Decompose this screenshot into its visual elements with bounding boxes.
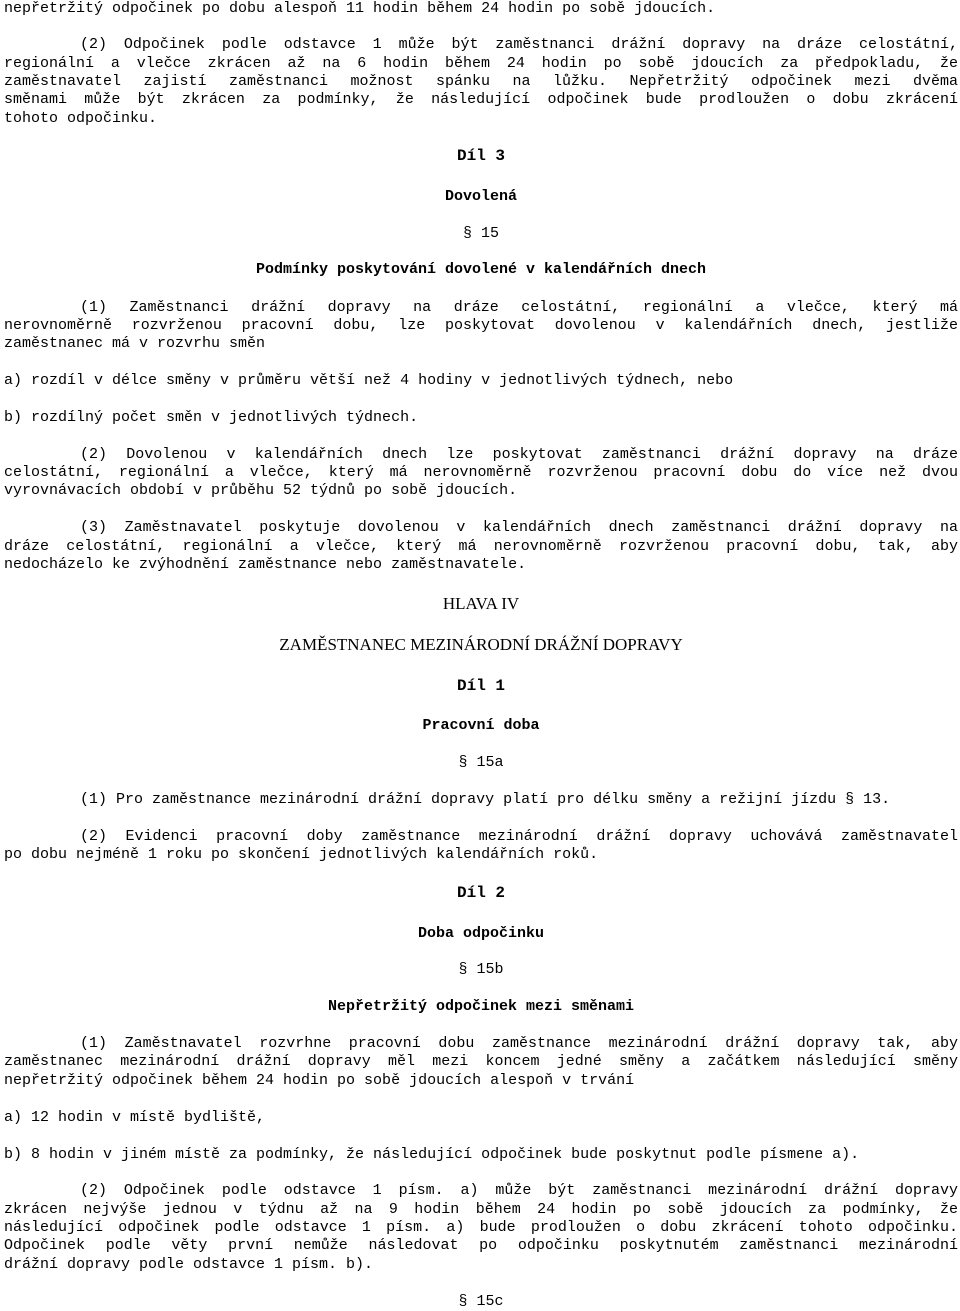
paragraph-line: následující odpočinek podle odstavce 1 písm. a) bude prodloužen o dobu zkrácení tohoto odpočinku. bbox=[4, 1219, 958, 1236]
list-item: b) 8 hodin v jiném místě za podmínky, že následující odpočinek bude poskytnut podle písmene a). bbox=[4, 1146, 860, 1163]
part-heading: Díl 1 bbox=[456, 677, 505, 695]
paragraph-number: § 15b bbox=[458, 961, 504, 978]
paragraph-line: celostátní, regionální a vlečce, který má nerovnoměrně rozvrženou pracovní dobu do více než dvou bbox=[4, 464, 958, 481]
paragraph-line: nedocházelo ke zvýhodnění zaměstnance nebo zaměstnavatele. bbox=[4, 556, 527, 573]
paragraph-number: § 15c bbox=[458, 1293, 504, 1310]
paragraph-line: (2) Evidenci pracovní doby zaměstnance mezinárodní drážní dopravy uchovává zaměstnavatel bbox=[80, 828, 958, 845]
paragraph-number: § 15a bbox=[458, 754, 504, 771]
list-item: b) rozdílný počet směn v jednotlivých týdnech. bbox=[4, 409, 419, 426]
paragraph-line: nerovnoměrně rozvrženou pracovní dobu, lze poskytovat dovolenou v kalendářních dnech, jestliže bbox=[4, 317, 958, 334]
paragraph-number: § 15 bbox=[462, 225, 499, 242]
paragraph-line: zaměstnanec mezinárodní drážní dopravy měl mezi koncem jedné směny a začátkem následující směny bbox=[4, 1053, 958, 1070]
paragraph-line: (2) Odpočinek podle odstavce 1 může být zaměstnanci drážní dopravy na dráze celostátní, bbox=[80, 36, 958, 53]
paragraph-line: zaměstnavatel zajistí zaměstnanci možnost spánku na lůžku. Nepřetržitý odpočinek mezi dvěma bbox=[4, 73, 958, 90]
paragraph-line: tohoto odpočinku. bbox=[4, 110, 158, 127]
paragraph-line: dráze celostátní, regionální a vlečce, který má nerovnoměrně rozvrženou pracovní dobu, tak, aby bbox=[4, 538, 958, 555]
paragraph-line: směnami může být zkrácen za podmínky, že následující odpočinek bude prodloužen o dobu zkrácení bbox=[4, 91, 958, 108]
paragraph-line: (2) Odpočinek podle odstavce 1 písm. a) může být zaměstnanci mezinárodní drážní dopravy bbox=[80, 1182, 958, 1199]
paragraph-line: po dobu nejméně 1 roku po skončení jednotlivých kalendářních roků. bbox=[4, 846, 599, 863]
paragraph-line: regionální a vlečce zkrácen až na 6 hodin během 24 hodin po sobě jdoucích za předpokladu, že bbox=[4, 55, 958, 72]
part-heading: Díl 2 bbox=[456, 884, 505, 902]
text-line: nepřetržitý odpočinek po dobu alespoň 11 hodin během 24 hodin po sobě jdoucích. bbox=[4, 0, 716, 17]
list-item: a) 12 hodin v místě bydliště, bbox=[4, 1109, 266, 1126]
chapter-title: ZAMĚSTNANEC MEZINÁRODNÍ DRÁŽNÍ DOPRAVY bbox=[279, 635, 683, 654]
paragraph-line: (1) Pro zaměstnance mezinárodní drážní dopravy platí pro délku směny a režijní jízdu § 13. bbox=[80, 791, 891, 808]
section-heading: Dovolená bbox=[444, 188, 517, 205]
list-item: a) rozdíl v délce směny v průměru větší než 4 hodiny v jednotlivých týdnech, nebo bbox=[4, 372, 734, 389]
paragraph-line: (3) Zaměstnavatel poskytuje dovolenou v kalendářních dnech zaměstnanci drážní dopravy na bbox=[80, 519, 958, 536]
paragraph-line: zkrácen nejvýše jednou v týdnu až na 9 hodin během 24 hodin po sobě jdoucích za podmínky, že bbox=[4, 1201, 958, 1218]
paragraph-line: vyrovnávacích období v průběhu 52 týdnů po sobě jdoucích. bbox=[4, 482, 518, 499]
paragraph-line: (2) Dovolenou v kalendářních dnech lze poskytovat zaměstnanci drážní dopravy na dráze bbox=[80, 446, 958, 463]
paragraph-line: nepřetržitý odpočinek během 24 hodin po sobě jdoucích alespoň v trvání bbox=[4, 1072, 635, 1089]
paragraph-line: zaměstnanec má v rozvrhu směn bbox=[4, 335, 266, 352]
section-heading: Doba odpočinku bbox=[417, 925, 545, 942]
section-heading: Pracovní doba bbox=[422, 717, 540, 734]
paragraph-title: Podmínky poskytování dovolené v kalendářních dnech bbox=[255, 261, 707, 278]
chapter-heading: HLAVA IV bbox=[442, 594, 520, 613]
paragraph-line: (1) Zaměstnanci drážní dopravy na dráze celostátní, regionální a vlečce, který má bbox=[80, 299, 958, 316]
part-heading: Díl 3 bbox=[456, 147, 505, 165]
paragraph-title: Nepřetržitý odpočinek mezi směnami bbox=[327, 998, 635, 1015]
paragraph-line: drážní dopravy podle odstavce 1 písm. b). bbox=[4, 1256, 374, 1273]
paragraph-line: (1) Zaměstnavatel rozvrhne pracovní dobu zaměstnance mezinárodní drážní dopravy tak, aby bbox=[80, 1035, 958, 1052]
paragraph-line: Odpočinek podle věty první nemůže následovat po odpočinku poskytnutém zaměstnanci mezinárodní bbox=[4, 1237, 958, 1254]
